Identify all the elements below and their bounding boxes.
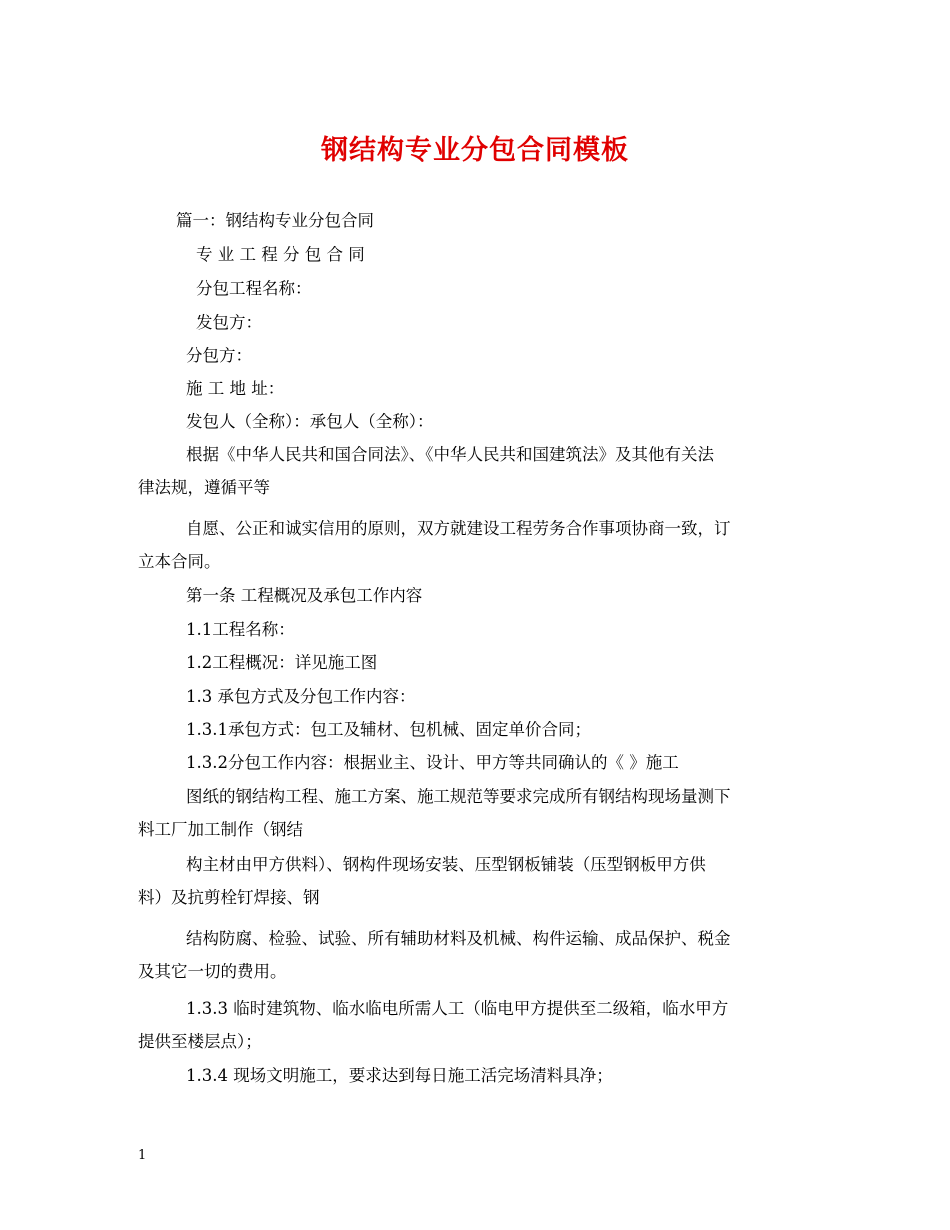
address-field: 施 工 地 址： — [186, 379, 285, 398]
paragraph-clause-1-3-3: 1.3.3 临时建筑物、临水临电所需人工（临电甲方提供至二级箱，临水甲方 提供至楼层点）； — [138, 999, 729, 1051]
clause-1-3-4: 1.3.4 现场文明施工，要求达到每日施工活完场清料具净； — [186, 1066, 613, 1085]
subcontractor-field: 分包方： — [186, 346, 252, 365]
project-name-field: 分包工程名称： — [196, 279, 312, 298]
article-one-heading: 第一条 工程概况及承包工作内容 — [186, 586, 423, 605]
clause-1-2: 1.2工程概况：详见施工图 — [186, 653, 378, 672]
paragraph-principles: 自愿、公正和诚实信用的原则，双方就建设工程劳务合作事项协商一致，订 立本合同。 — [138, 519, 731, 571]
page-number: 1 — [138, 1148, 147, 1163]
contract-heading: 专 业 工 程 分 包 合 同 — [196, 245, 365, 264]
employer-field: 发包方： — [196, 313, 262, 332]
clause-1-1: 1.1工程名称： — [186, 620, 295, 639]
clause-1-3-1: 1.3.1承包方式：包工及辅材、包机械、固定单价合同； — [186, 720, 591, 739]
document-title: 钢结构专业分包合同模板 — [321, 135, 629, 166]
section-heading: 篇一：钢结构专业分包合同 — [176, 211, 374, 230]
parties-field: 发包人（全称）：承包人（全称）： — [186, 412, 434, 431]
paragraph-scope-3: 结构防腐、检验、试验、所有辅助材料及机械、构件运输、成品保护、税金 及其它一切的费用。 — [138, 929, 731, 981]
paragraph-scope-1: 图纸的钢结构工程、施工方案、施工规范等要求完成所有钢结构现场量测下 料工厂加工制作（钢结 — [138, 787, 731, 839]
paragraph-legal-basis: 根据《中华人民共和国合同法》、《中华人民共和国建筑法》及其他有关法 律法规，遵循平等 — [138, 445, 714, 497]
clause-1-3: 1.3 承包方式及分包工作内容： — [186, 687, 416, 706]
paragraph-scope-2: 构主材由甲方供料）、钢构件现场安装、压型钢板铺装（压型钢板甲方供 料）及抗剪栓钉焊接、钢 — [138, 855, 706, 907]
clause-1-3-2: 1.3.2分包工作内容：根据业主、设计、甲方等共同确认的《 》施工 — [186, 753, 679, 772]
